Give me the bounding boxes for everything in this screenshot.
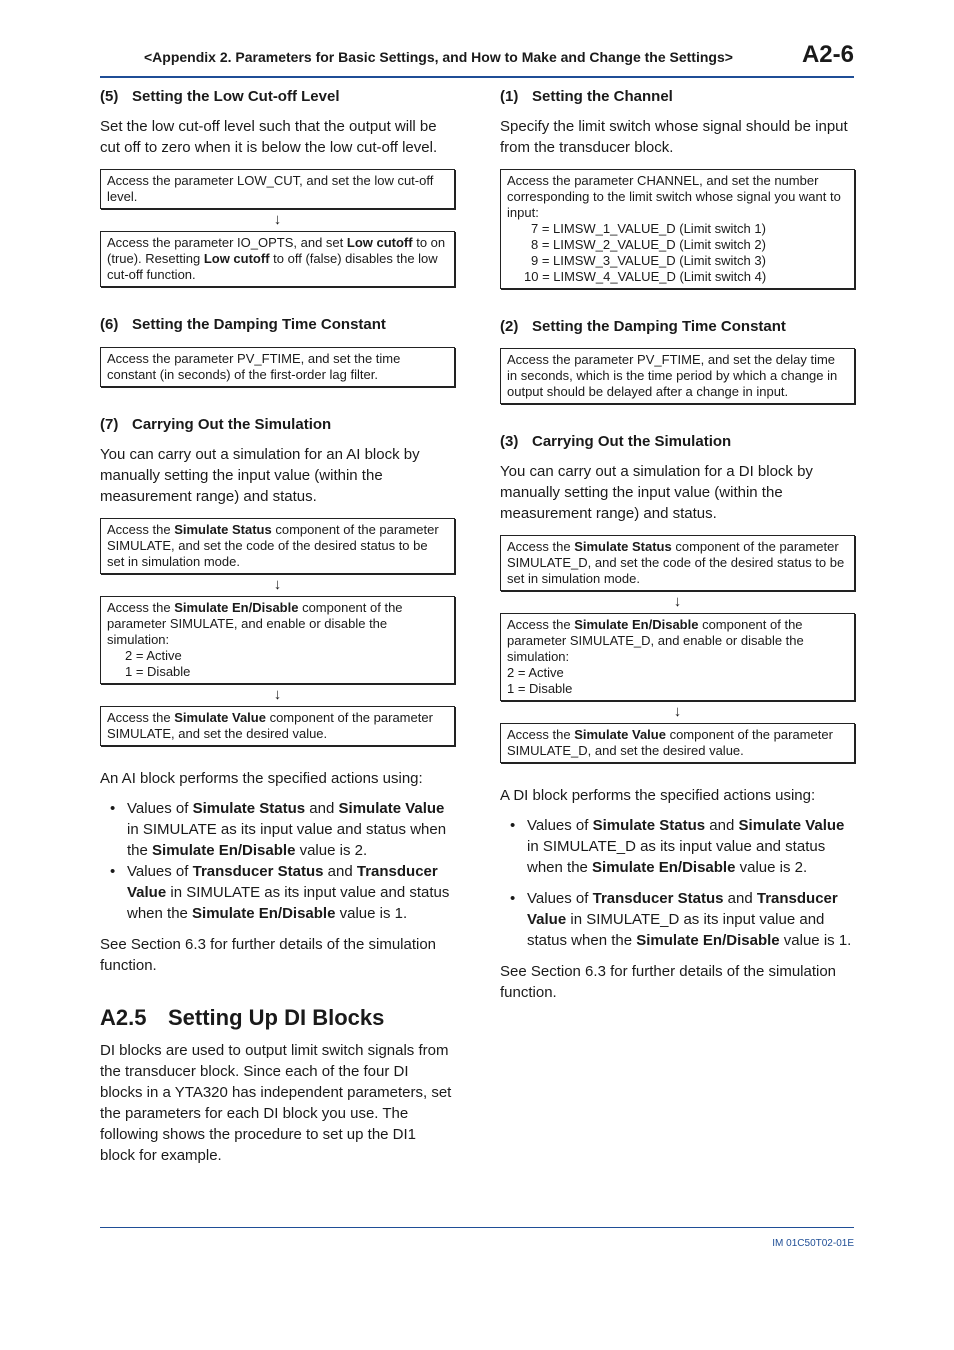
down-arrow-icon: ↓ bbox=[273, 686, 282, 703]
document-number: IM 01C50T02-01E bbox=[772, 1238, 854, 1249]
section-heading-di-blocks: A2.5 Setting Up DI Blocks bbox=[100, 1005, 385, 1030]
list-item: • Values of Simulate Status and Simulate Value in SIMULATE_D as its input value and status when the Simulate En/Disable value is 2. bbox=[500, 815, 855, 878]
paragraph: See Section 6.3 for further details of the simulation function. bbox=[500, 963, 837, 1001]
right-column bbox=[500, 87, 855, 1003]
left-column bbox=[100, 87, 455, 1166]
list-item: • Values of Transducer Status and Transducer Value in SIMULATE as its input value and status when the Simulate En/Disable value is 1. bbox=[100, 861, 455, 924]
paragraph: Specify the limit switch whose signal should be input from the transducer block. bbox=[500, 118, 848, 156]
list-item: • Values of Transducer Status and Transducer Value in SIMULATE_D as its input value and status when the Simulate En/Disable value is 1. bbox=[500, 888, 855, 951]
section-heading-damping: (6) Setting the Damping Time Constant bbox=[100, 316, 386, 333]
section-heading-low-cutoff: (5) Setting the Low Cut-off Level bbox=[100, 88, 340, 105]
option-line: 2 = Active bbox=[125, 648, 182, 663]
footer-divider bbox=[100, 1227, 854, 1228]
down-arrow-icon: ↓ bbox=[673, 593, 682, 610]
down-arrow-icon: ↓ bbox=[673, 703, 682, 720]
option-line: 2 = Active bbox=[507, 665, 564, 680]
procedure-box: Access the Simulate Value component of the parameter SIMULATE_D, and set the desired value. bbox=[500, 723, 855, 763]
option-line: 8 = LIMSW_2_VALUE_D (Limit switch 2) bbox=[531, 237, 766, 252]
paragraph: DI blocks are used to output limit switch signals from the transducer block. Since each of the four DI blocks in a YTA320 has independent parameters, set the parameters for each DI block you use. The following shows the procedure to set up the DI1 block for example. bbox=[100, 1042, 452, 1164]
procedure-box: Access the Simulate Status component of the parameter SIMULATE_D, and set the code of the desired status to be set in simulation mode. bbox=[500, 535, 855, 591]
down-arrow-icon: ↓ bbox=[273, 576, 282, 593]
page-header bbox=[100, 40, 854, 78]
procedure-box: Access the parameter PV_FTIME, and set the delay time in seconds, which is the time period by which a change in output should be delayed after a change in input. bbox=[500, 348, 855, 404]
option-line: 1 = Disable bbox=[125, 664, 191, 679]
procedure-box: Access the Simulate Value component of the parameter SIMULATE, and set the desired value. bbox=[100, 706, 455, 746]
option-line: 9 = LIMSW_3_VALUE_D (Limit switch 3) bbox=[531, 253, 766, 268]
paragraph: See Section 6.3 for further details of the simulation function. bbox=[100, 936, 437, 974]
option-line: 10 = LIMSW_4_VALUE_D (Limit switch 4) bbox=[524, 269, 767, 284]
down-arrow-icon: ↓ bbox=[273, 211, 282, 228]
section-heading-simulation: (3) Carrying Out the Simulation bbox=[500, 433, 732, 450]
section-heading-damping: (2) Setting the Damping Time Constant bbox=[500, 318, 786, 335]
bullet-list bbox=[500, 815, 855, 951]
procedure-box: Access the parameter PV_FTIME, and set the time constant (in seconds) of the first-order lag filter. bbox=[100, 347, 455, 387]
section-heading-channel: (1) Setting the Channel bbox=[500, 88, 673, 105]
page-number: A2-6 bbox=[801, 41, 854, 68]
option-line: 1 = Disable bbox=[507, 681, 573, 696]
procedure-box: Access the parameter LOW_CUT, and set the low cut-off level. bbox=[100, 169, 455, 209]
procedure-box: Access the Simulate En/Disable component of the parameter SIMULATE, and enable or disable the simulation: 2 = Active 1 = Disable bbox=[100, 596, 455, 684]
paragraph: A DI block performs the specified actions using: bbox=[500, 787, 816, 804]
paragraph: You can carry out a simulation for an AI block by manually setting the input value (within the measurement range) and status. bbox=[100, 446, 420, 505]
procedure-box: Access the parameter IO_OPTS, and set Low cutoff to on (true). Resetting Low cutoff to off (false) disables the low cut-off function. bbox=[100, 231, 455, 287]
paragraph: Set the low cut-off level such that the output will be cut off to zero when it is below the low cut-off level. bbox=[100, 118, 438, 156]
header-title: <Appendix 2. Parameters for Basic Settings, and How to Make and Change the Settings> bbox=[144, 49, 733, 65]
section-heading-simulation: (7) Carrying Out the Simulation bbox=[100, 416, 332, 433]
option-line: 7 = LIMSW_1_VALUE_D (Limit switch 1) bbox=[531, 221, 766, 236]
procedure-box: Access the Simulate En/Disable component of the parameter SIMULATE_D, and enable or disable the simulation: 2 = Active 1 = Disable bbox=[500, 613, 855, 701]
list-item: • Values of Simulate Status and Simulate Value in SIMULATE as its input value and status when the Simulate En/Disable value is 2. bbox=[100, 798, 455, 861]
bullet-list bbox=[100, 798, 455, 924]
procedure-box: Access the Simulate Status component of the parameter SIMULATE, and set the code of the desired status to be set in simulation mode. bbox=[100, 518, 455, 574]
procedure-box: Access the parameter CHANNEL, and set the number corresponding to the limit switch whose signal you want to input: 7 = LIMSW_1_VALUE_D (Limit switch 1) 8 = LIMSW_2_VALUE_D (Limit switch 2) 9 = LIMSW_3_VALUE_D (Limit switch 3) 10 = LIMSW_4_VALUE_D (Limit switch 4) bbox=[500, 169, 855, 289]
paragraph: You can carry out a simulation for a DI block by manually setting the input value (within the measurement range) and status. bbox=[500, 463, 813, 522]
paragraph: An AI block performs the specified actions using: bbox=[100, 770, 423, 787]
